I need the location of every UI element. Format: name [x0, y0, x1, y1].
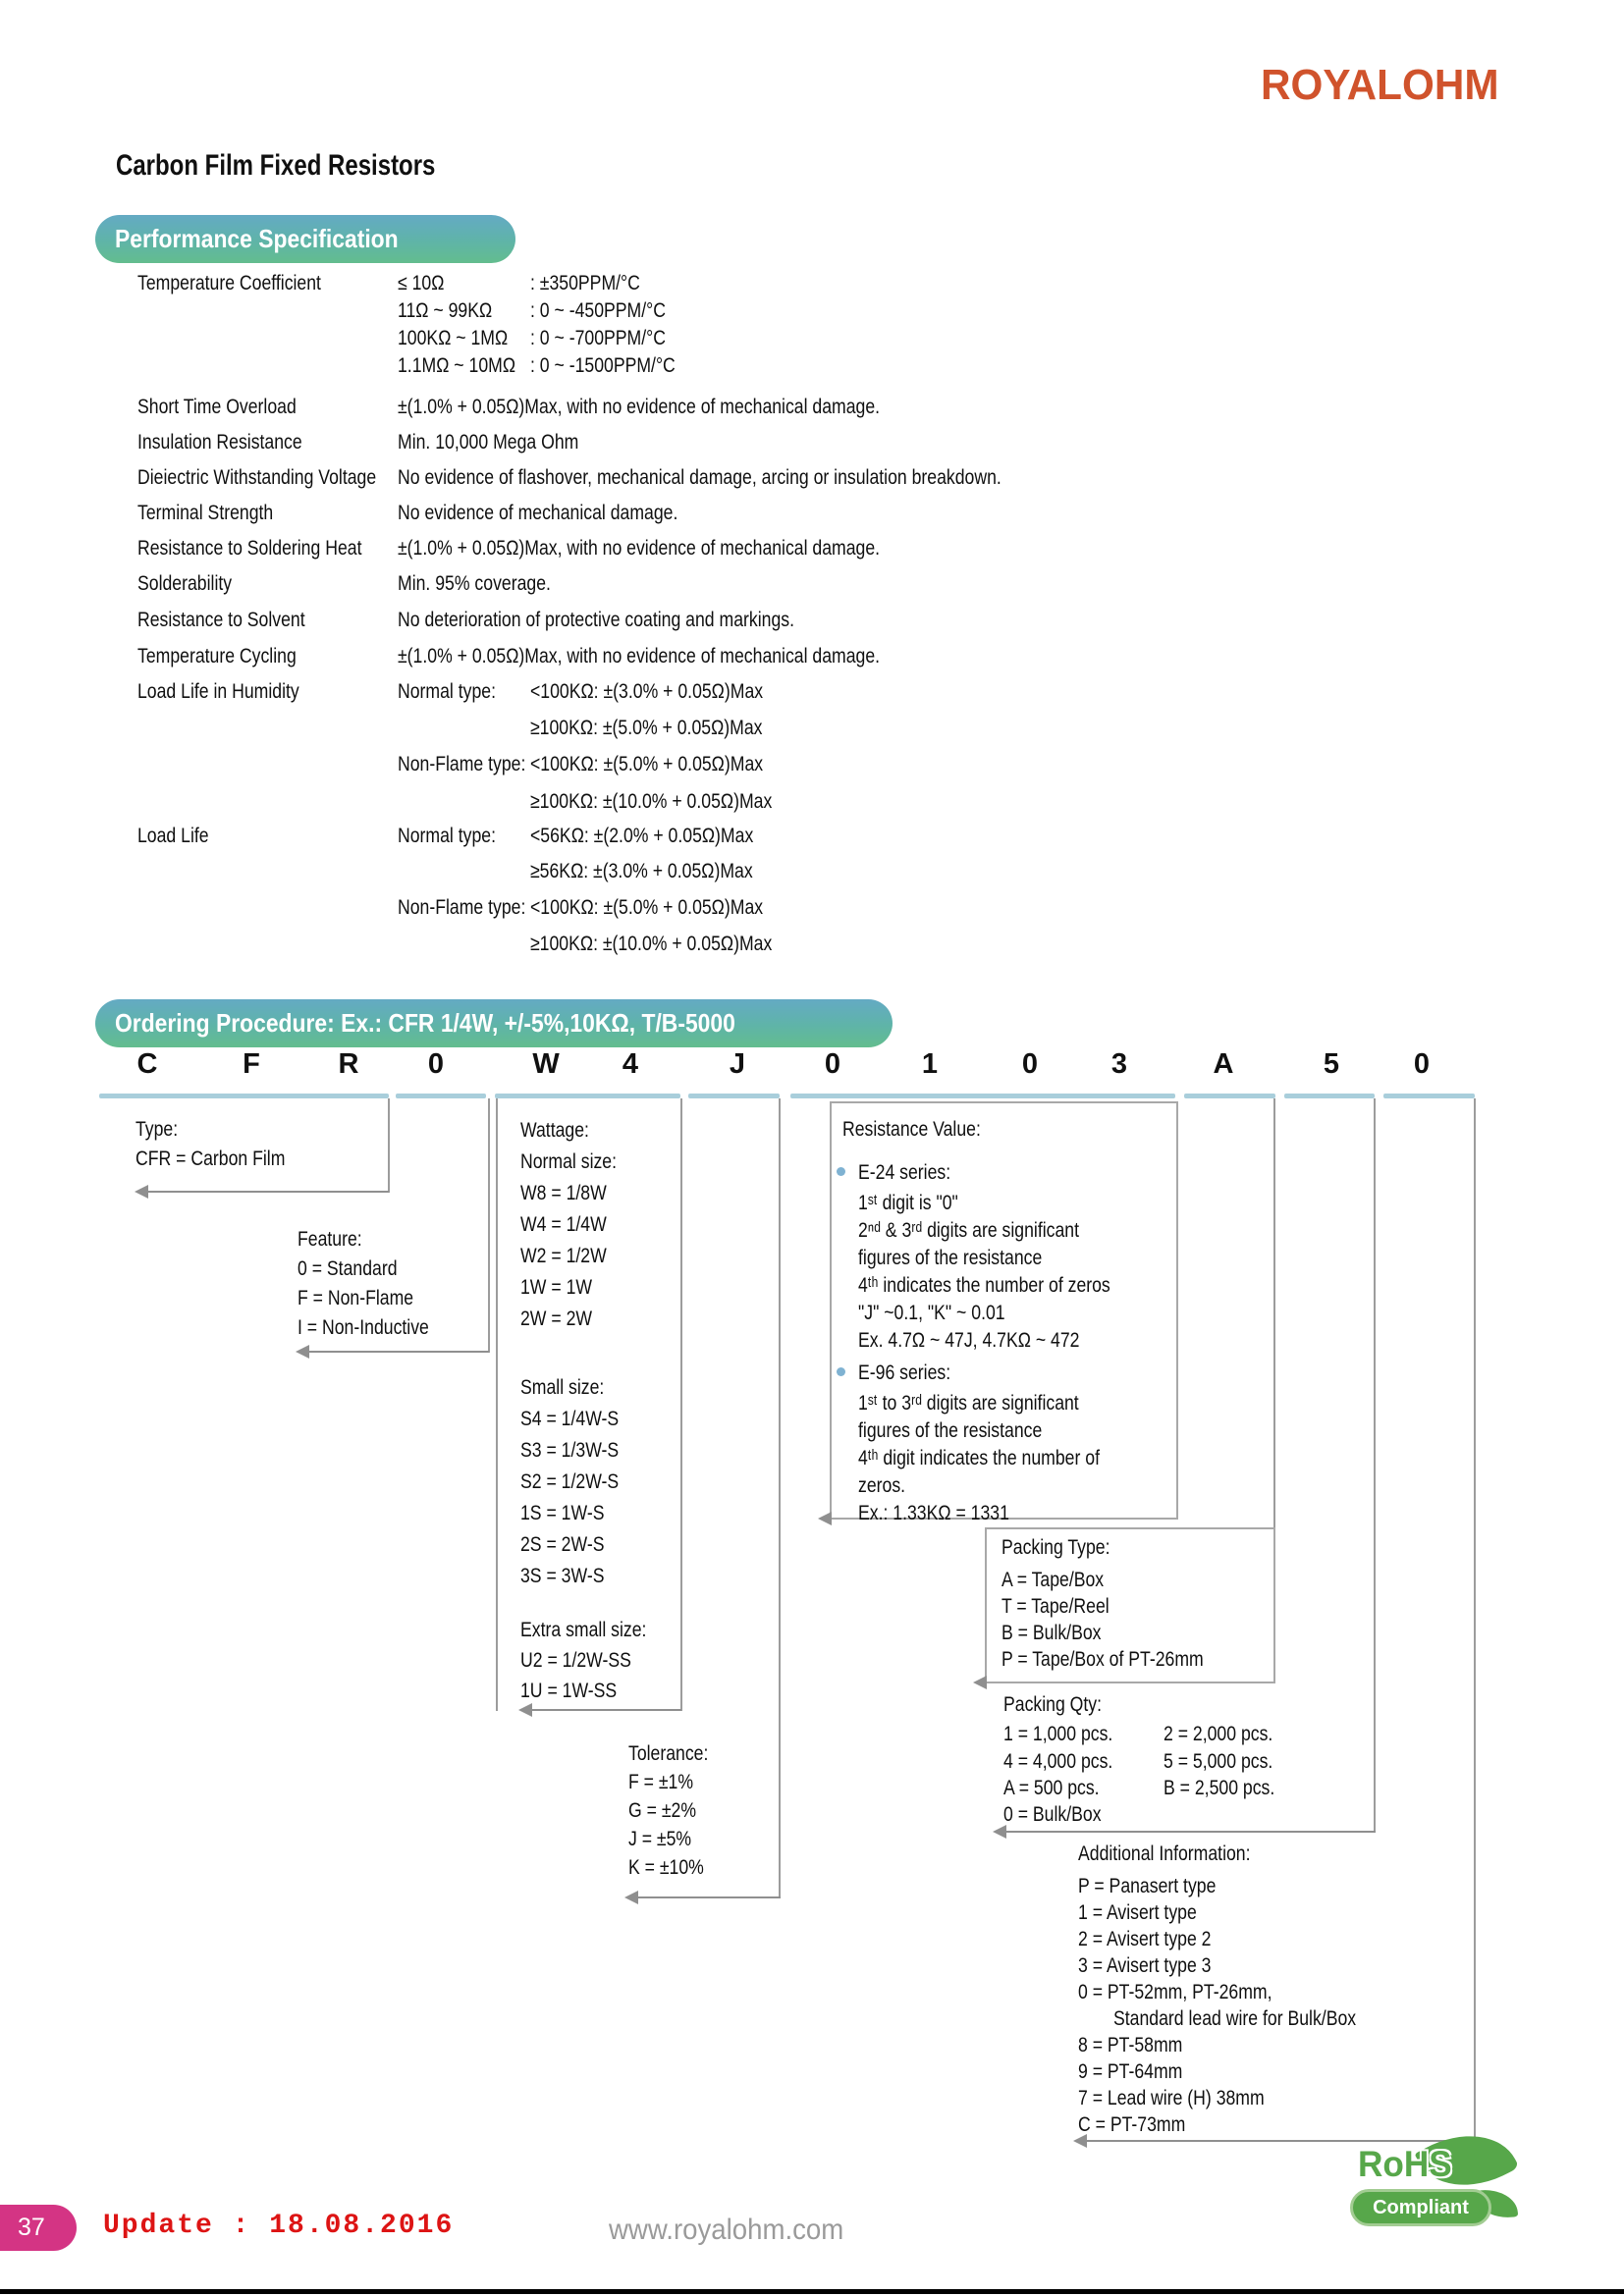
group-line — [858, 1327, 1159, 1355]
connector-line — [388, 1098, 390, 1193]
code-underline — [688, 1094, 780, 1098]
page-title-text: Carbon Film Fixed Resistors — [116, 149, 436, 182]
code-char: 0 — [1413, 1048, 1431, 1080]
group-line-text: 0 = Standard — [298, 1257, 398, 1280]
group-line — [628, 1768, 724, 1796]
group-line — [1078, 2058, 1402, 2085]
group-heading-text: Wattage: — [520, 1119, 589, 1142]
group-line — [520, 1676, 671, 1706]
group-line-text: 8 = PT-58mm — [1078, 2034, 1183, 2056]
arrow-left-icon — [624, 1891, 638, 1904]
spec-value-text: : 0 ~ -450PPM/°C — [530, 299, 666, 322]
series-title-text: E-96 series: — [858, 1362, 951, 1384]
code-char: A — [1213, 1048, 1234, 1080]
series-lines — [858, 1190, 1159, 1355]
spec-value-text: ≥100KΩ: ±(10.0% + 0.05Ω)Max — [530, 790, 773, 813]
group-line — [520, 1272, 635, 1304]
group-line-text: W4 = 1/4W — [520, 1213, 607, 1236]
qty-cell-text: 5 = 5,000 pcs. — [1164, 1750, 1273, 1773]
website-link[interactable] — [609, 2214, 864, 2247]
group-line-text: 3S = 3W-S — [520, 1565, 605, 1587]
qty-cell-text: B = 2,500 pcs. — [1164, 1777, 1275, 1799]
arrow-left-icon — [818, 1512, 832, 1525]
group-line — [520, 1178, 635, 1209]
group-line-text: B = Bulk/Box — [1001, 1622, 1102, 1644]
group-line-text: 9 = PT-64mm — [1078, 2060, 1183, 2083]
spec-label-text: Terminal Strength — [137, 502, 274, 524]
code-char: 3 — [1110, 1048, 1128, 1080]
group-heading-text: Tolerance: — [628, 1742, 709, 1765]
series-lines — [858, 1390, 1146, 1527]
code-char: F — [243, 1048, 260, 1080]
group-line — [520, 1435, 637, 1467]
spec-label-text: Temperature Cycling — [137, 645, 297, 667]
qty-cell — [1003, 1751, 1134, 1772]
group-line-text: 1S = 1W-S — [520, 1502, 605, 1524]
group-line — [1001, 1620, 1242, 1646]
group-line-text: figures of the resistance — [858, 1419, 1043, 1442]
arrow-left-icon — [973, 1676, 987, 1689]
code-char: J — [729, 1048, 746, 1080]
group-line — [1078, 1952, 1402, 1979]
spec-value-text: ≥100KΩ: ±(5.0% + 0.05Ω)Max — [530, 717, 763, 739]
bullet-icon — [837, 1367, 845, 1376]
footer — [0, 2120, 1624, 2296]
code-underline — [396, 1094, 486, 1098]
group-line — [520, 1467, 637, 1498]
group-line — [520, 1498, 637, 1529]
group-lines — [1001, 1567, 1242, 1673]
group-heading-text: Additional Information: — [1078, 1842, 1251, 1865]
spec-range-text: ≤ 10Ω — [398, 272, 445, 294]
group-heading — [520, 1372, 637, 1404]
spec-label-text: Dieiectric Withstanding Voltage — [137, 466, 377, 489]
group-line-text: 1 = Avisert type — [1078, 1901, 1197, 1924]
group-heading-text: Packing Type: — [1001, 1536, 1110, 1559]
group-line — [858, 1300, 1159, 1327]
wattage-small-group — [520, 1372, 637, 1592]
group-line-text: P = Tape/Box of PT-26mm — [1001, 1648, 1204, 1671]
group-line — [858, 1390, 1146, 1417]
group-line-text: T = Tape/Reel — [1001, 1595, 1110, 1618]
group-line-text: CFR = Carbon Film — [135, 1148, 286, 1170]
code-underline — [790, 1094, 1175, 1098]
group-line-text: 1W = 1W — [520, 1276, 593, 1299]
connector-line — [1006, 1831, 1376, 1833]
qty-cell — [1003, 1804, 1119, 1825]
group-line — [520, 1645, 671, 1676]
qty-cell-text: A = 500 pcs. — [1003, 1777, 1100, 1799]
group-line-text: K = ±10% — [628, 1856, 704, 1879]
group-heading-text: Packing Qty: — [1003, 1693, 1103, 1716]
connector-line — [680, 1098, 682, 1711]
series-title — [858, 1362, 968, 1383]
group-line-text: "J" ~0.1, "K" ~ 0.01 — [858, 1302, 1005, 1324]
rohs-compliant-text: Compliant — [1373, 2196, 1469, 2218]
qty-cell — [1003, 1724, 1134, 1744]
group-line — [858, 1472, 1146, 1500]
group-line — [1001, 1567, 1242, 1593]
group-line-text: 1ˢᵗ digit is "0" — [858, 1192, 958, 1214]
group-line — [1078, 1873, 1402, 1899]
group-heading — [628, 1739, 724, 1768]
spec-value-text: Min. 10,000 Mega Ohm — [398, 431, 579, 454]
group-heading — [520, 1615, 671, 1645]
rohs-logo — [1350, 2138, 1517, 2266]
series-title-text: E-24 series: — [858, 1161, 951, 1184]
group-line-text: U2 = 1/2W-SS — [520, 1649, 631, 1672]
spec-value-text: ±(1.0% + 0.05Ω)Max, with no evidence of mechanical damage. — [398, 396, 881, 418]
group-line-text: 2ⁿᵈ & 3ʳᵈ digits are significant — [858, 1219, 1079, 1242]
group-line — [858, 1445, 1146, 1472]
group-line — [858, 1217, 1159, 1245]
spec-label-text: Load Life — [137, 825, 209, 847]
group-line-text: Standard lead wire for Bulk/Box — [1113, 2007, 1357, 2030]
group-line — [298, 1284, 454, 1313]
tolerance-group — [628, 1739, 724, 1882]
spec-label-text: Load Life in Humidity — [137, 680, 299, 703]
code-char: 4 — [622, 1048, 639, 1080]
code-char: R — [338, 1048, 359, 1080]
page-number: 37 — [18, 2214, 45, 2241]
spec-value-text: ±(1.0% + 0.05Ω)Max, with no evidence of mechanical damage. — [398, 537, 881, 560]
group-heading — [135, 1115, 313, 1145]
group-line-text: 1U = 1W-SS — [520, 1680, 618, 1702]
spec-label-text: Solderability — [137, 572, 233, 595]
group-line-text: I = Non-Inductive — [298, 1316, 429, 1339]
update-date — [103, 2211, 454, 2241]
spec-value-text: ≥100KΩ: ±(10.0% + 0.05Ω)Max — [530, 933, 773, 955]
group-line-text: A = Tape/Box — [1001, 1569, 1105, 1591]
qty-cell-text: 2 = 2,000 pcs. — [1164, 1723, 1273, 1745]
group-line — [628, 1825, 724, 1853]
bullet-icon — [837, 1167, 845, 1176]
connector-line — [532, 1709, 681, 1711]
spec-type-text: Non-Flame type: — [398, 753, 526, 775]
group-line — [858, 1272, 1159, 1300]
group-line-text: W2 = 1/2W — [520, 1245, 607, 1267]
arrow-left-icon — [135, 1185, 148, 1199]
performance-section-title: Performance Specification — [115, 224, 399, 253]
code-char: 0 — [427, 1048, 445, 1080]
group-line — [858, 1500, 1146, 1527]
spec-label-text: Resistance to Soldering Heat — [137, 537, 362, 560]
spec-type-text: Non-Flame type: — [398, 896, 526, 919]
group-line — [1078, 2005, 1402, 2032]
group-line — [1078, 1899, 1402, 1926]
wattage-extra-group — [520, 1615, 671, 1706]
group-line-text: 0 = PT-52mm, PT-26mm, — [1078, 1981, 1272, 2003]
group-line-text: 2S = 2W-S — [520, 1533, 605, 1556]
group-heading-text: Small size: — [520, 1376, 605, 1399]
series-title — [858, 1162, 968, 1183]
group-line-text: 2W = 2W — [520, 1308, 593, 1330]
spec-value-text: <56KΩ: ±(2.0% + 0.05Ω)Max — [530, 825, 754, 847]
group-heading — [1003, 1694, 1120, 1715]
group-heading — [520, 1147, 635, 1178]
group-line-text: C = PT-73mm — [1078, 2113, 1186, 2136]
group-line — [1078, 1979, 1402, 2005]
group-line-text: 7 = Lead wire (H) 38mm — [1078, 2087, 1265, 2109]
feature-group — [298, 1225, 454, 1343]
code-char: 1 — [921, 1048, 939, 1080]
qty-cell — [1003, 1778, 1117, 1798]
group-heading — [842, 1119, 1007, 1140]
spec-value-text: Min. 95% coverage. — [398, 572, 551, 595]
group-line-text: 2 = Avisert type 2 — [1078, 1928, 1212, 1950]
connector-line — [488, 1098, 490, 1353]
connector-line — [779, 1098, 781, 1898]
group-line — [520, 1404, 637, 1435]
spec-label-text: Insulation Resistance — [137, 431, 302, 454]
connector-line — [1474, 1098, 1476, 2141]
group-line-text: W8 = 1/8W — [520, 1182, 607, 1204]
qty-cell — [1164, 1778, 1296, 1798]
rohs-compliant-pill — [1350, 2189, 1491, 2226]
spec-type-text: Normal type: — [398, 680, 496, 703]
group-line — [628, 1796, 724, 1825]
group-line-text: 3 = Avisert type 3 — [1078, 1954, 1212, 1977]
group-heading-text: Resistance Value: — [842, 1118, 981, 1141]
spec-range-text: 11Ω ~ 99KΩ — [398, 299, 493, 322]
arrow-left-icon — [296, 1345, 309, 1359]
group-line-text: 4ᵗʰ indicates the number of zeros — [858, 1274, 1110, 1297]
brand-logo-text: ROYALOHM — [1261, 61, 1499, 109]
spec-range-text: 1.1MΩ ~ 10MΩ — [398, 354, 516, 377]
spec-value-text: No evidence of mechanical damage. — [398, 502, 678, 524]
code-underline — [1184, 1094, 1275, 1098]
spec-range-text: 100KΩ ~ 1MΩ — [398, 327, 509, 349]
spec-label-text: Short Time Overload — [137, 396, 297, 418]
footer-rule — [0, 2289, 1624, 2294]
group-line-text: 1ˢᵗ to 3ʳᵈ digits are significant — [858, 1392, 1079, 1415]
code-underline — [1383, 1094, 1475, 1098]
connector-line — [496, 1098, 498, 1711]
qty-cell-text: 4 = 4,000 pcs. — [1003, 1750, 1113, 1773]
group-heading — [520, 1115, 635, 1147]
group-line-text: P = Panasert type — [1078, 1875, 1217, 1897]
group-line-text: J = ±5% — [628, 1828, 692, 1850]
group-line — [1078, 2032, 1402, 2058]
group-line — [1001, 1593, 1242, 1620]
connector-line — [638, 1896, 781, 1898]
arrow-left-icon — [993, 1825, 1006, 1839]
group-line-text: S3 = 1/3W-S — [520, 1439, 620, 1462]
type-group — [135, 1115, 313, 1174]
group-line-text: S2 = 1/2W-S — [520, 1470, 620, 1493]
spec-value-text: ≥56KΩ: ±(3.0% + 0.05Ω)Max — [530, 860, 753, 882]
qty-cell-text: 0 = Bulk/Box — [1003, 1803, 1102, 1826]
spec-value-text: <100KΩ: ±(5.0% + 0.05Ω)Max — [530, 753, 764, 775]
group-line-text: Ex.: 1.33KΩ = 1331 — [858, 1502, 1009, 1524]
group-line — [858, 1190, 1159, 1217]
group-line-text: Ex. 4.7Ω ~ 47J, 4.7KΩ ~ 472 — [858, 1329, 1080, 1352]
group-line-text: zeros. — [858, 1474, 906, 1497]
rohs-text — [1358, 2144, 1457, 2185]
page-number-badge — [0, 2205, 77, 2251]
group-heading — [1001, 1537, 1131, 1558]
group-line-text: figures of the resistance — [858, 1247, 1043, 1269]
spec-value-text: <100KΩ: ±(3.0% + 0.05Ω)Max — [530, 680, 764, 703]
connector-line — [147, 1191, 389, 1193]
spec-label-text: Temperature Coefficient — [137, 272, 321, 294]
spec-value-text: ±(1.0% + 0.05Ω)Max, with no evidence of mechanical damage. — [398, 645, 881, 667]
group-heading-text: Extra small size: — [520, 1619, 647, 1641]
group-heading-text: Normal size: — [520, 1150, 618, 1173]
group-line — [520, 1209, 635, 1241]
group-line — [520, 1561, 637, 1592]
group-line — [1078, 2085, 1402, 2111]
group-line — [858, 1417, 1146, 1445]
code-underline — [1284, 1094, 1375, 1098]
group-heading-text: Feature: — [298, 1228, 362, 1251]
spec-value-text: No evidence of flashover, mechanical damage, arcing or insulation breakdown. — [398, 466, 1001, 489]
qty-cell — [1164, 1724, 1294, 1744]
group-line — [628, 1853, 724, 1882]
spec-value-text: <100KΩ: ±(5.0% + 0.05Ω)Max — [530, 896, 764, 919]
group-line — [135, 1145, 313, 1174]
group-line-text: 4ᵗʰ digit indicates the number of — [858, 1447, 1100, 1469]
group-lines — [1078, 1873, 1402, 2138]
group-line — [1078, 1926, 1402, 1952]
group-heading-text: Type: — [135, 1118, 179, 1141]
connector-line — [309, 1351, 489, 1353]
spec-value-text: No deterioration of protective coating and markings. — [398, 609, 794, 631]
rohs-text-line: RoHS — [1358, 2144, 1452, 2184]
group-line-text: S4 = 1/4W-S — [520, 1408, 620, 1430]
spec-value-text: : 0 ~ -1500PPM/°C — [530, 354, 676, 377]
connector-line — [1374, 1098, 1376, 1833]
qty-cell — [1164, 1751, 1294, 1772]
code-underline — [99, 1094, 389, 1098]
code-char: 5 — [1323, 1048, 1340, 1080]
spec-type-text: Normal type: — [398, 825, 496, 847]
code-char: C — [136, 1048, 158, 1080]
group-line-text: G = ±2% — [628, 1799, 697, 1822]
qty-cell-text: 1 = 1,000 pcs. — [1003, 1723, 1113, 1745]
spec-label-text: Resistance to Solvent — [137, 609, 305, 631]
wattage-group — [520, 1115, 635, 1335]
group-heading — [1078, 1843, 1283, 1864]
group-line-text: F = Non-Flame — [298, 1287, 414, 1309]
group-line — [520, 1304, 635, 1335]
group-line — [520, 1529, 637, 1561]
code-char: 0 — [824, 1048, 841, 1080]
code-char: 0 — [1021, 1048, 1039, 1080]
group-line — [298, 1313, 454, 1343]
group-heading — [298, 1225, 454, 1255]
group-line — [298, 1255, 454, 1284]
group-line — [1001, 1646, 1242, 1673]
website-link-text[interactable]: www.royalohm.com — [609, 2214, 844, 2246]
group-line-text: F = ±1% — [628, 1771, 694, 1793]
code-underline — [495, 1094, 680, 1098]
group-line — [858, 1245, 1159, 1272]
spec-value-text: : 0 ~ -700PPM/°C — [530, 327, 666, 349]
update-date-text: Update : 18.08.2016 — [103, 2211, 455, 2241]
group-line — [520, 1241, 635, 1272]
spec-value-text: : ±350PPM/°C — [530, 272, 640, 294]
code-char: W — [532, 1048, 560, 1080]
ordering-section-title: Ordering Procedure: Ex.: CFR 1/4W, +/-5%,10KΩ, T/B-5000 — [115, 1008, 735, 1038]
